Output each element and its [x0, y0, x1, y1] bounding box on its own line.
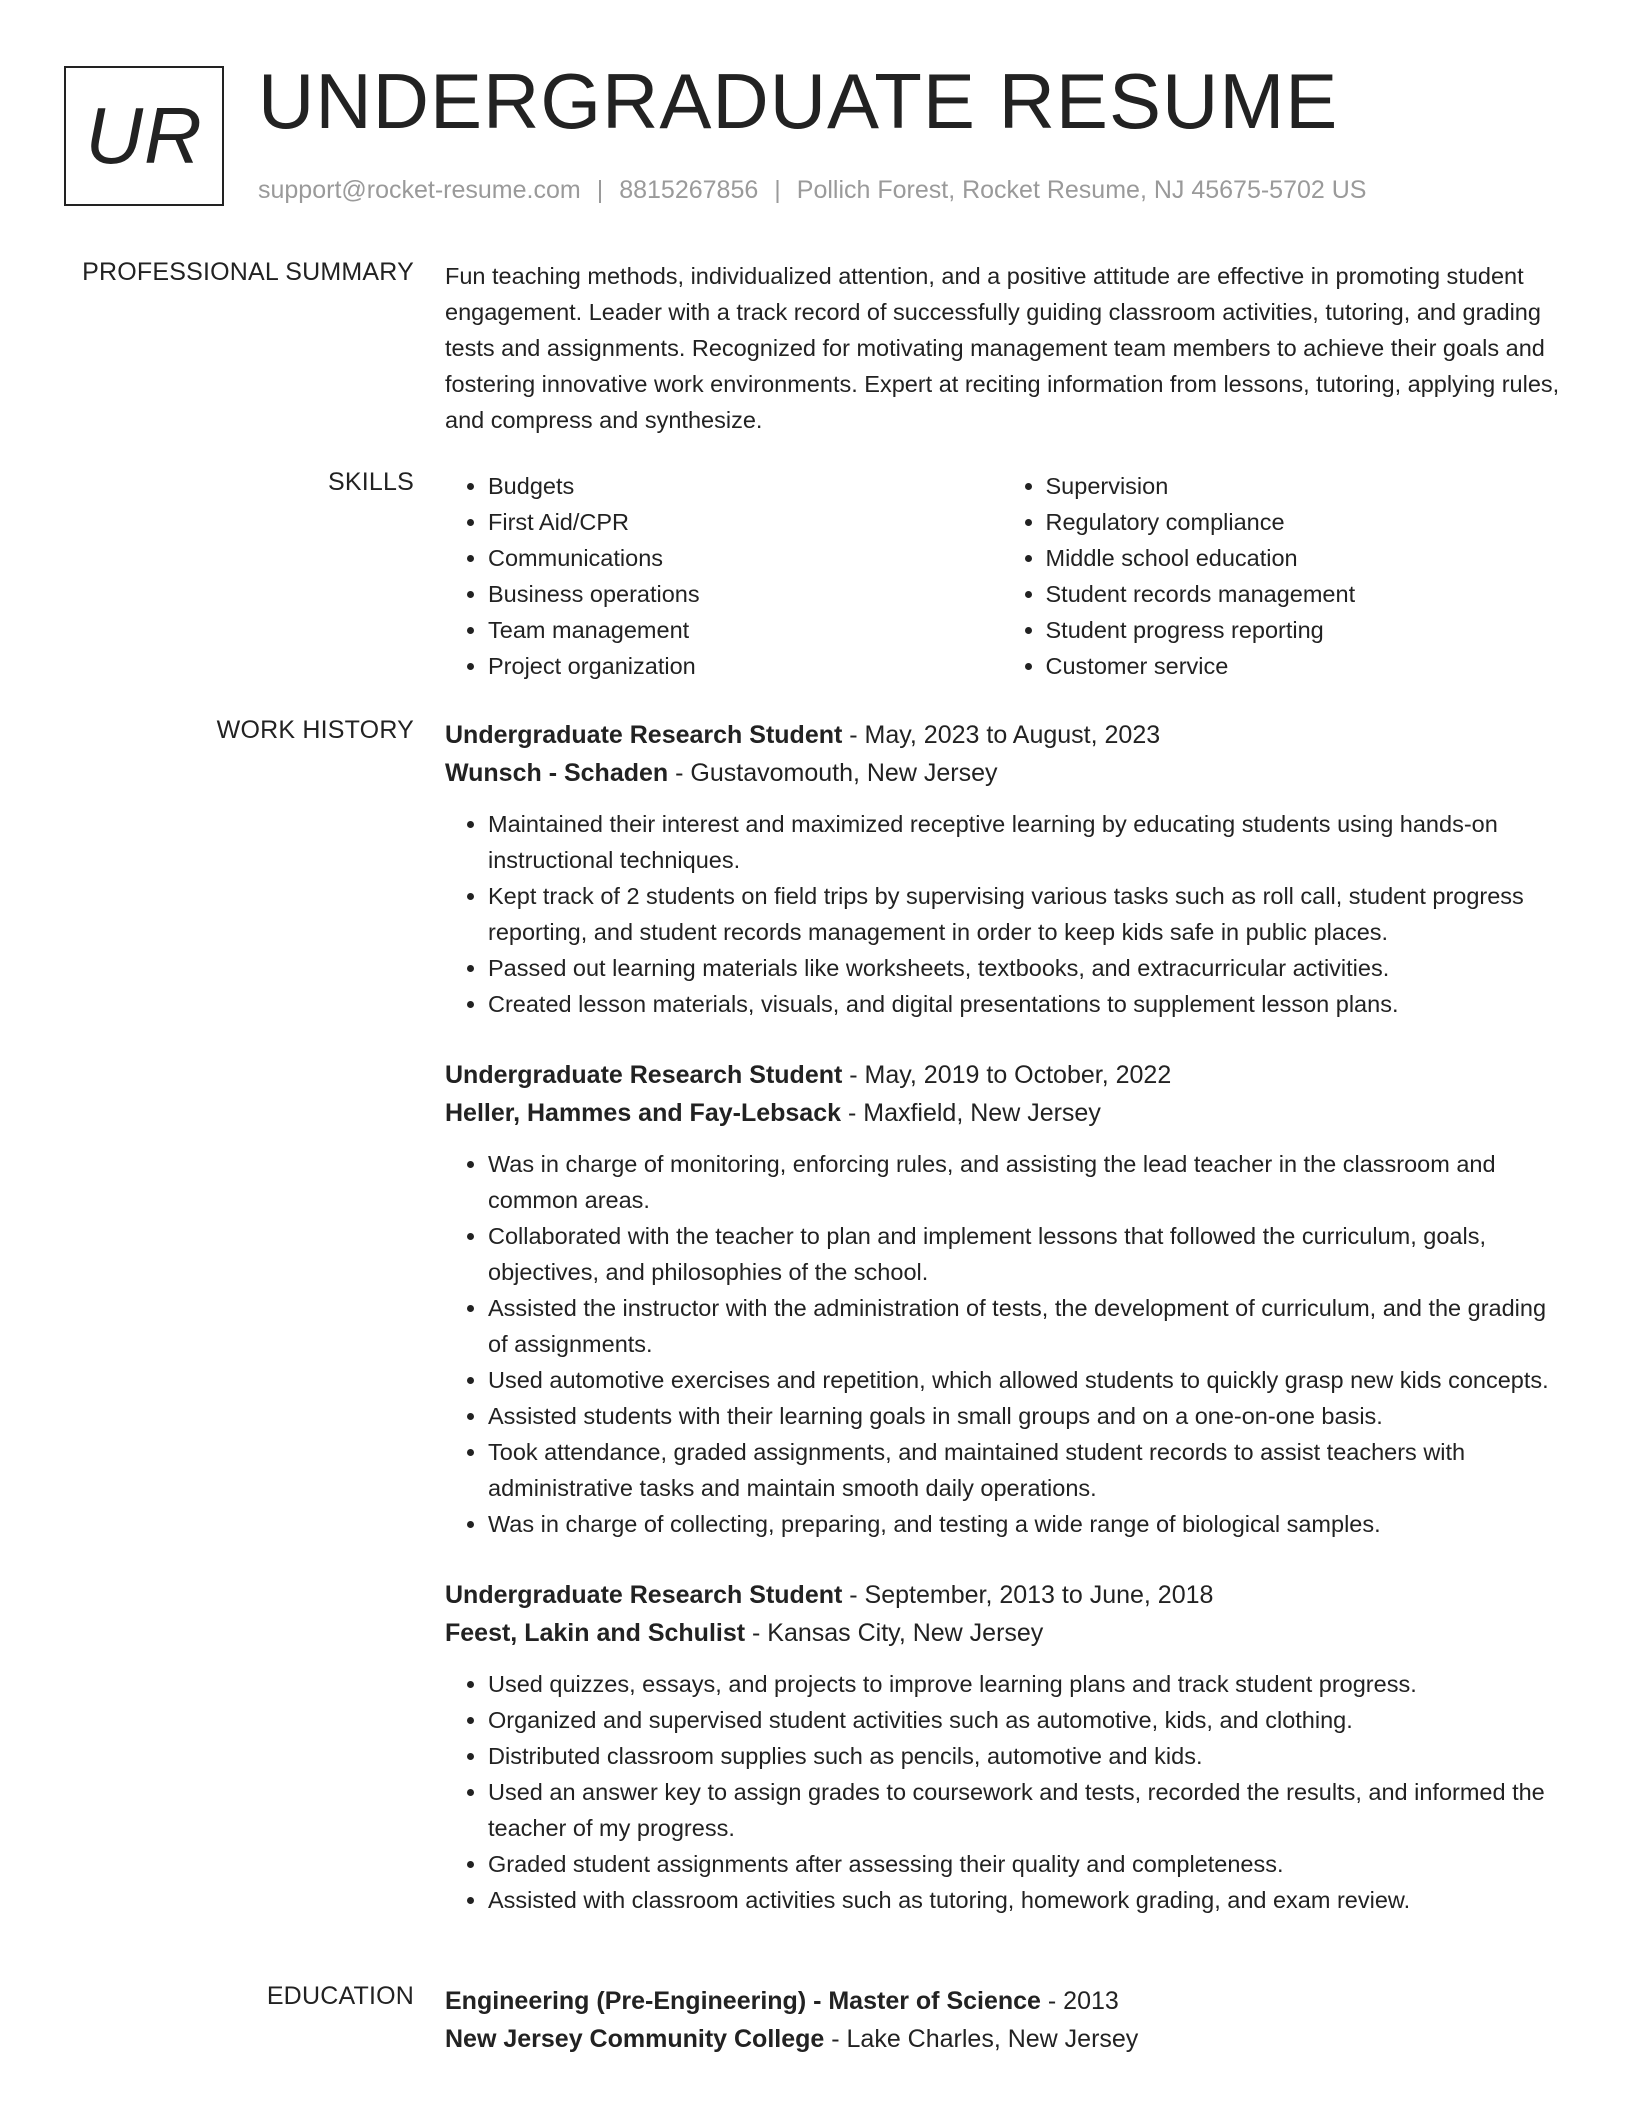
education-location: - Lake Charles, New Jersey [824, 2025, 1139, 2053]
job-location: - Gustavomouth, New Jersey [668, 759, 998, 787]
job-company: Wunsch - Schaden [445, 759, 669, 787]
job-entry [445, 1056, 1560, 1542]
job-title: Undergraduate Research Student [445, 721, 843, 749]
summary-text: Fun teaching methods, individualized attention, and a positive attitude are effective in promoting student engagement. Leader with a track record of successfully guiding classroom activities, tutoring, and grading tests and assignments. Recognized for motivating management team members to achieve their goals and fostering innovative work environments. Expert at reciting information from lessons, tutoring, applying rules, and compress and synthesize. [445, 263, 1560, 433]
job-bullets [445, 1666, 1560, 1918]
job-bullet: • Distributed classroom supplies such as pencils, automotive and kids. [488, 1738, 1560, 1774]
education-degree: Engineering (Pre-Engineering) - Master of Science [445, 1987, 1041, 2015]
education-year: - 2013 [1040, 1987, 1119, 2015]
job-company: Feest, Lakin and Schulist [445, 1619, 746, 1647]
skill-item: • Regulatory compliance [1046, 504, 1561, 540]
section-label-education: EDUCATION [266, 1982, 414, 2010]
education-degree-line [445, 1982, 1560, 2020]
skills-content [445, 468, 1560, 684]
job-bullet: • Used automotive exercises and repetition, which allowed students to quickly grasp new kids concepts. [488, 1362, 1560, 1398]
skill-item: • Communications [488, 540, 1003, 576]
contact-separator: | [774, 176, 781, 204]
section-label-summary: PROFESSIONAL SUMMARY [82, 258, 414, 286]
monogram-initials: UR [85, 91, 203, 180]
contact-email: support@rocket-resume.com [258, 176, 581, 204]
education-school: New Jersey Community College [445, 2025, 825, 2053]
job-company-line [445, 754, 1560, 792]
job-company-line [445, 1094, 1560, 1132]
job-title-line [445, 1056, 1560, 1094]
job-bullet: • Created lesson materials, visuals, and digital presentations to supplement lesson plans. [488, 986, 1560, 1022]
job-bullet: • Assisted students with their learning goals in small groups and on a one-on-one basis. [488, 1398, 1560, 1434]
job-dates: - May, 2019 to October, 2022 [842, 1061, 1172, 1089]
job-title: Undergraduate Research Student [445, 1061, 843, 1089]
contact-phone: 8815267856 [619, 176, 759, 204]
job-bullet: • Used an answer key to assign grades to coursework and tests, recorded the results, and informed the teacher of my progress. [488, 1774, 1560, 1846]
work-history-content [445, 716, 1560, 1952]
education-content [445, 1982, 1560, 2058]
job-location: - Maxfield, New Jersey [841, 1099, 1101, 1127]
summary-content [445, 258, 1560, 438]
job-company-line [445, 1614, 1560, 1652]
job-bullets [445, 1146, 1560, 1542]
skill-item: • Customer service [1046, 648, 1561, 684]
resume-title: UNDERGRADUATE RESUME [258, 57, 1339, 145]
skill-item: • Supervision [1046, 468, 1561, 504]
monogram-box [64, 66, 224, 206]
job-entry [445, 716, 1560, 1022]
skill-item: • Project organization [488, 648, 1003, 684]
job-bullet: • Was in charge of collecting, preparing, and testing a wide range of biological samples. [488, 1506, 1560, 1542]
job-title: Undergraduate Research Student [445, 1581, 843, 1609]
skill-item: • Team management [488, 612, 1003, 648]
contact-separator: | [596, 176, 604, 204]
job-location: - Kansas City, New Jersey [745, 1619, 1044, 1647]
skill-item: • First Aid/CPR [488, 504, 1003, 540]
job-bullet: • Was in charge of monitoring, enforcing rules, and assisting the lead teacher in the classroom and common areas. [488, 1146, 1560, 1218]
job-bullet: • Assisted with classroom activities such as tutoring, homework grading, and exam review. [488, 1882, 1560, 1918]
job-title-line [445, 716, 1560, 754]
job-bullets [445, 806, 1560, 1022]
job-bullet: • Took attendance, graded assignments, and maintained student records to assist teachers with administrative tasks and maintain smooth daily operations. [488, 1434, 1560, 1506]
job-dates: - May, 2023 to August, 2023 [842, 721, 1161, 749]
job-bullet: • Collaborated with the teacher to plan and implement lessons that followed the curriculum, goals, objectives, and philosophies of the school. [488, 1218, 1560, 1290]
section-label-skills: SKILLS [328, 468, 414, 496]
skill-item: • Business operations [488, 576, 1003, 612]
skill-item: • Middle school education [1046, 540, 1561, 576]
skills-list-right [1003, 468, 1561, 684]
job-dates: - September, 2013 to June, 2018 [842, 1581, 1214, 1609]
job-entry [445, 1576, 1560, 1918]
job-bullet: • Kept track of 2 students on field trips by supervising various tasks such as roll call, student progress reporting, and student records management in order to keep kids safe in public places. [488, 878, 1560, 950]
job-bullet: • Maintained their interest and maximized receptive learning by educating students using hands-on instructional techniques. [488, 806, 1560, 878]
job-bullet: • Used quizzes, essays, and projects to improve learning plans and track student progress. [488, 1666, 1560, 1702]
skill-item: • Student progress reporting [1046, 612, 1561, 648]
job-bullet: • Passed out learning materials like worksheets, textbooks, and extracurricular activities. [488, 950, 1560, 986]
job-title-line [445, 1576, 1560, 1614]
job-bullet: • Assisted the instructor with the administration of tests, the development of curriculum, and the grading of assignments. [488, 1290, 1560, 1362]
contact-address: Pollich Forest, Rocket Resume, NJ 45675-5702 US [796, 176, 1367, 204]
skill-item: • Budgets [488, 468, 1003, 504]
skills-list-left [445, 468, 1003, 684]
job-company: Heller, Hammes and Fay-Lebsack [445, 1099, 842, 1127]
section-label-work-history: WORK HISTORY [216, 716, 414, 744]
skill-item: • Student records management [1046, 576, 1561, 612]
job-bullet: • Graded student assignments after assessing their quality and completeness. [488, 1846, 1560, 1882]
job-bullet: • Organized and supervised student activities such as automotive, kids, and clothing. [488, 1702, 1560, 1738]
contact-line [258, 176, 1366, 205]
education-school-line [445, 2020, 1560, 2058]
